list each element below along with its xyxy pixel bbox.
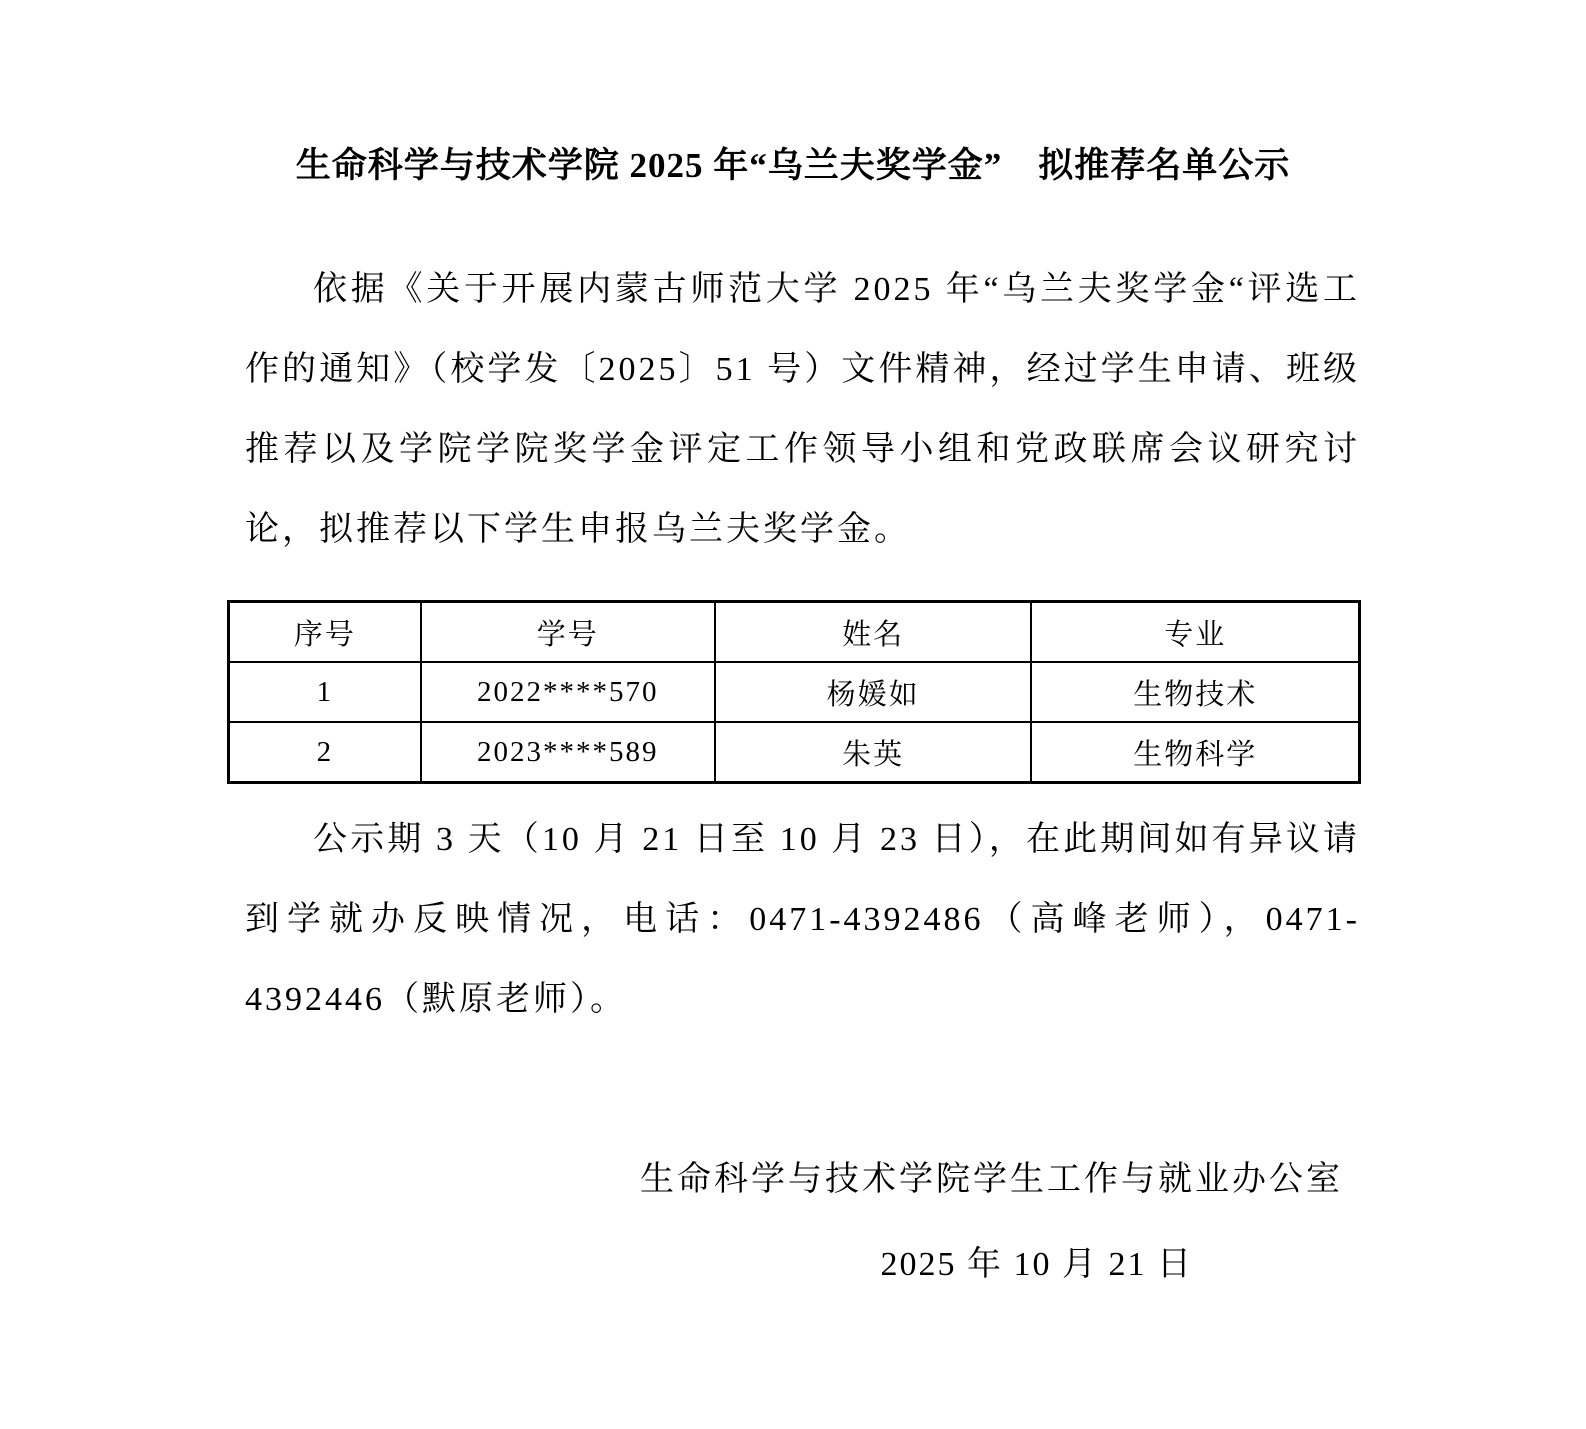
table-header-row [229, 602, 1360, 663]
recommendation-table [227, 600, 1361, 784]
page-title: 生命科学与技术学院 2025 年“乌兰夫奖学金” 拟推荐名单公示 [295, 146, 1291, 185]
table-header-student-id: 学号 [421, 602, 715, 663]
publicity-period-paragraph: 公示期 3 天（10 月 21 日至 10 月 23 日），在此期间如有异议请到学就办反映情况，电话：0471-4392486（高峰老师），0471-4392446（默原老师）。 [245, 821, 1360, 1018]
table-header-index: 序号 [229, 602, 421, 663]
cell-student-id: 2022****570 [421, 662, 715, 722]
cell-index: 2 [229, 722, 421, 783]
table-row [229, 662, 1360, 722]
cell-name: 杨媛如 [715, 662, 1032, 722]
cell-name: 朱英 [715, 722, 1032, 783]
table-row [229, 722, 1360, 783]
signature-date: 2025 年 10 月 21 日 [880, 1246, 1193, 1283]
intro-paragraph: 依据《关于开展内蒙古师范大学 2025 年“乌兰夫奖学金“评选工作的通知》（校学发〔2025〕51 号）文件精神，经过学生申请、班级推荐以及学院学院奖学金评定工作领导小组和党政联席会议研究讨论，拟推荐以下学生申报乌兰夫奖学金。 [245, 271, 1360, 548]
table-header-major: 专业 [1031, 602, 1359, 663]
cell-index: 1 [229, 662, 421, 722]
table-header-name: 姓名 [715, 602, 1032, 663]
cell-student-id: 2023****589 [421, 722, 715, 783]
signature-office: 生命科学与技术学院学生工作与就业办公室 [640, 1161, 1343, 1198]
cell-major: 生物科学 [1031, 722, 1359, 783]
cell-major: 生物技术 [1031, 662, 1359, 722]
